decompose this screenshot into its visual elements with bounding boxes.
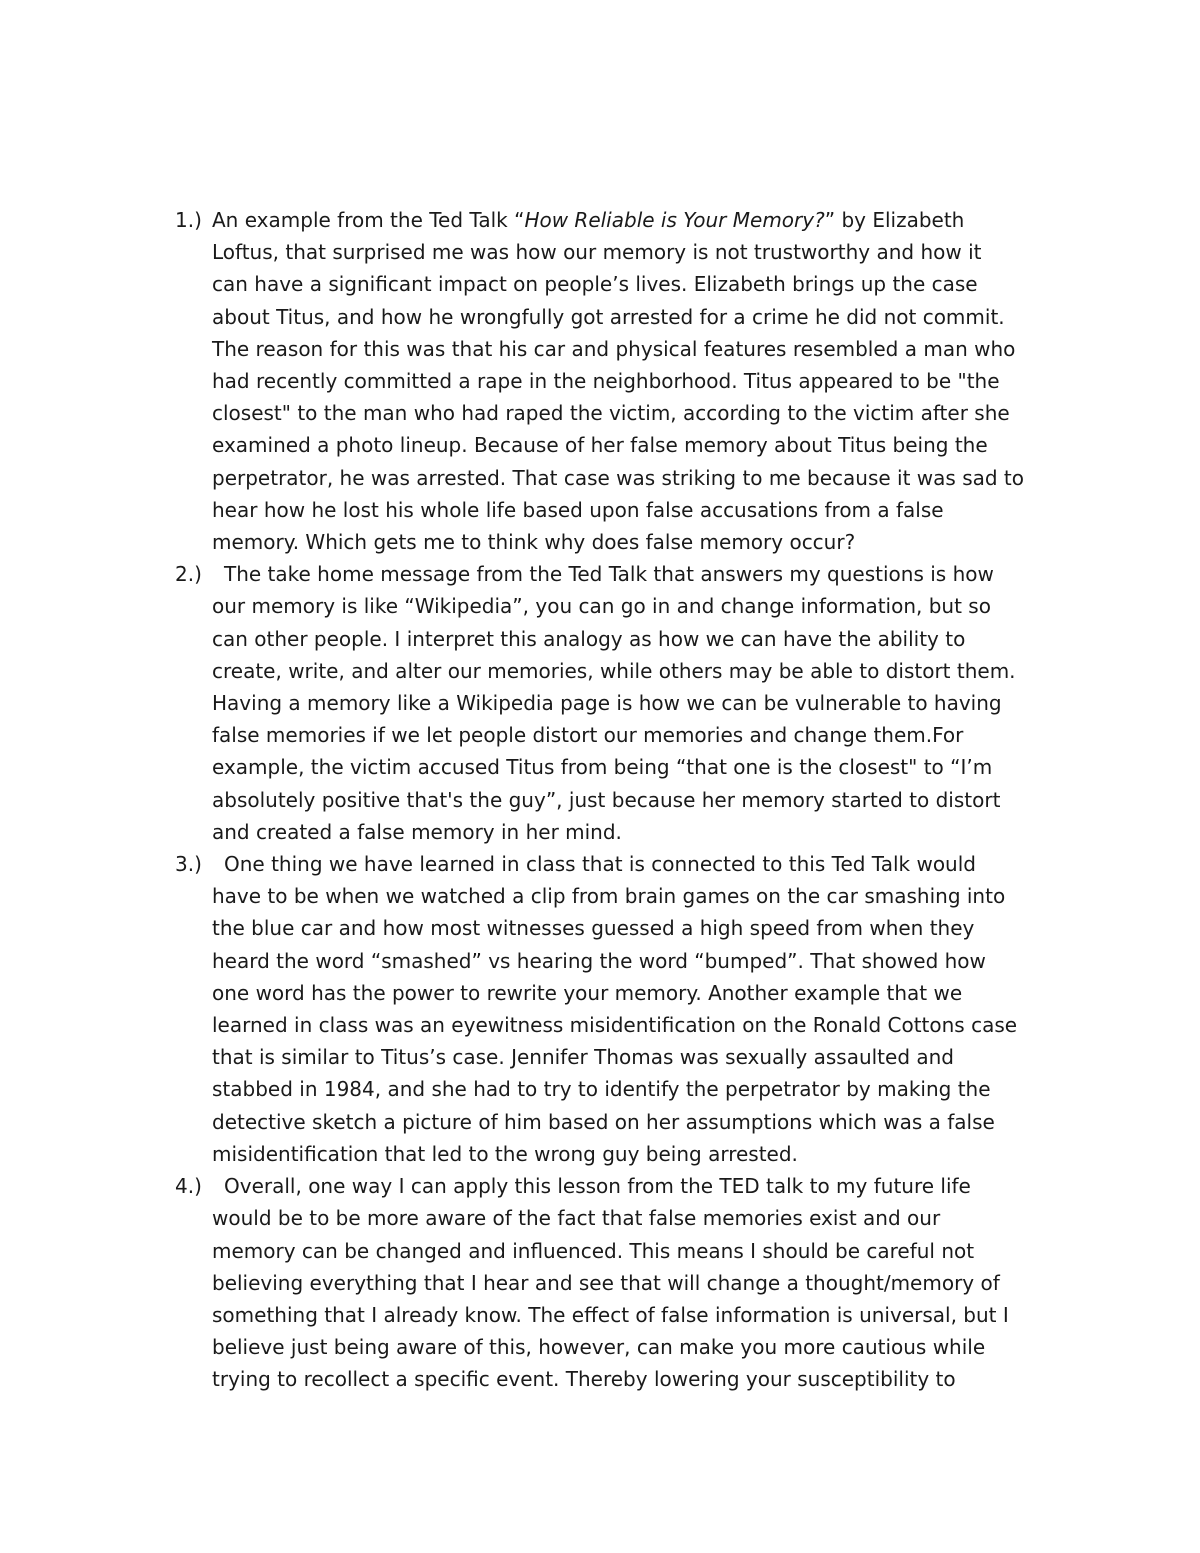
item-line: had recently committed a rape in the neighborhood. Titus appeared to be "the: [212, 369, 1000, 394]
item-line: absolutely positive that's the guy”, just because her memory started to distort: [212, 787, 1001, 812]
item-line: have to be when we watched a clip from brain games on the car smashing into: [212, 884, 1006, 909]
item-line: example, the victim accused Titus from being “that one is the closest" to “I’m: [212, 755, 993, 780]
answer-list: [0, 204, 1200, 1396]
item-line: something that I already know. The effect of false information is universal, but I: [212, 1302, 1009, 1327]
item-number: 1.): [175, 208, 202, 232]
item-line: stabbed in 1984, and she had to try to identify the perpetrator by making the: [212, 1077, 991, 1102]
item-line: hear how he lost his whole life based upon false accusations from a false: [212, 497, 944, 522]
item-line: false memories if we let people distort our memories and change them.For: [212, 723, 964, 748]
item-line: about Titus, and how he wrongfully got arrested for a crime he did not commit.: [212, 304, 1005, 329]
answer-item-1: [0, 204, 1062, 558]
item-number: 3.): [175, 852, 202, 877]
text-run: ” by Elizabeth: [824, 208, 965, 232]
item-line: misidentification that led to the wrong guy being arrested.: [212, 1141, 798, 1166]
item-line: closest" to the man who had raped the victim, according to the victim after she: [212, 401, 1010, 426]
item-line: would be to be more aware of the fact that false memories exist and our: [212, 1206, 941, 1231]
item-line: examined a photo lineup. Because of her false memory about Titus being the: [212, 433, 988, 458]
item-line: believing everything that I hear and see that will change a thought/memory of: [212, 1270, 1000, 1295]
item-line: can have a significant impact on people’s lives. Elizabeth brings up the case: [212, 272, 978, 297]
item-line: Overall, one way I can apply this lesson from the TED talk to my future life: [224, 1174, 971, 1199]
answer-item-3: [0, 848, 1062, 1170]
item-line: learned in class was an eyewitness misidentification on the Ronald Cottons case: [212, 1013, 1018, 1038]
item-line: can other people. I interpret this analogy as how we can have the ability to: [212, 626, 966, 651]
item-line: believe just being aware of this, however, can make you more cautious while: [212, 1335, 986, 1360]
item-number: 2.): [175, 562, 202, 587]
item-line: memory. Which gets me to think why does false memory occur?: [212, 530, 856, 555]
item-line: One thing we have learned in class that is connected to this Ted Talk would: [224, 852, 976, 877]
item-line: heard the word “smashed” vs hearing the word “bumped”. That showed how: [212, 948, 986, 973]
answer-item-4: [0, 1170, 1062, 1395]
item-line: perpetrator, he was arrested. That case was striking to me because it was sad to: [212, 465, 1025, 490]
item-line: The reason for this was that his car and physical features resembled a man who: [212, 336, 1016, 361]
item-line: one word has the power to rewrite your memory. Another example that we: [212, 980, 963, 1005]
item-line: that is similar to Titus’s case. Jennifer Thomas was sexually assaulted and: [212, 1045, 955, 1070]
item-line: the blue car and how most witnesses guessed a high speed from when they: [212, 916, 975, 941]
item-line: [212, 204, 1062, 236]
text-run: An example from the Ted Talk “: [212, 208, 525, 232]
item-line: our memory is like “Wikipedia”, you can go in and change information, but so: [212, 594, 991, 619]
item-line: trying to recollect a specific event. Thereby lowering your susceptibility to: [212, 1367, 956, 1392]
item-line: memory can be changed and influenced. This means I should be careful not: [212, 1238, 975, 1263]
answer-item-2: [0, 558, 1062, 848]
item-line: create, write, and alter our memories, while others may be able to distort them.: [212, 658, 1016, 683]
item-line: The take home message from the Ted Talk that answers my questions is how: [224, 562, 994, 587]
item-number: 4.): [175, 1174, 202, 1199]
item-line: Loftus, that surprised me was how our memory is not trustworthy and how it: [212, 240, 982, 265]
talk-title-italic: How Reliable is Your Memory?: [524, 208, 825, 232]
item-line: detective sketch a picture of him based on her assumptions which was a false: [212, 1109, 995, 1134]
item-line: Having a memory like a Wikipedia page is how we can be vulnerable to having: [212, 691, 1002, 716]
item-line: and created a false memory in her mind.: [212, 819, 622, 844]
